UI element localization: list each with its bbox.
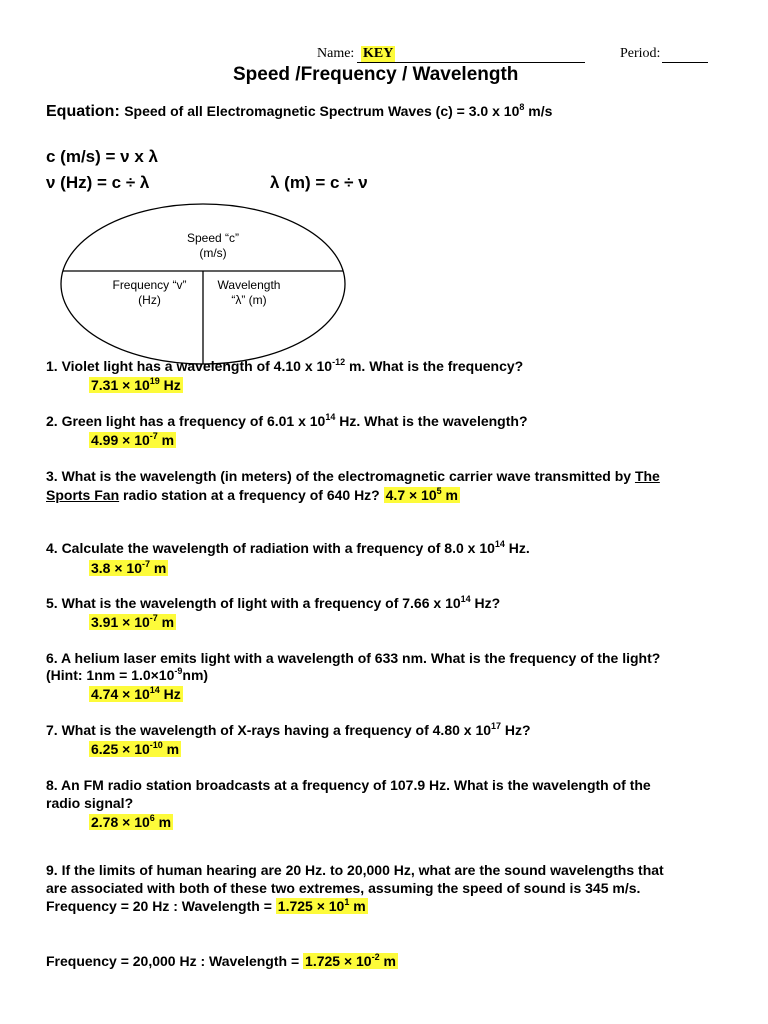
answer-4: $3.8 \times 10^{-7}$ m (91, 559, 167, 576)
question-7: 7. What is the wavelength of X-rays having a frequency of 4.80 x $10^{17}$ Hz? (46, 721, 531, 738)
formula-nu: ν (Hz) = c ÷ λ (46, 173, 150, 192)
diagram-speed-line2: (m/s) (199, 246, 227, 260)
diagram-speed-line1: Speed “c” (186, 231, 240, 245)
question-6-hint: (Hint: $1nm = 1.0\times 10^{-9}nm$) (46, 666, 209, 683)
page-title: Speed /Frequency / Wavelength (233, 64, 519, 85)
answer-2: $4.99 \times 10^{-7}$ m (91, 431, 175, 448)
question-4: 4. Calculate the wavelength of radiation with a frequency of 8.0 x $10^{14}$ Hz. (46, 539, 530, 556)
period-label: Period: (620, 46, 661, 61)
question-6-line1: 6. A helium laser emits light with a wavelength of 633 nm. What is the frequency of the light? (46, 650, 661, 666)
diagram-frequency-line1: Frequency “v” (112, 278, 187, 292)
diagram-wavelength-line1: Wavelength (217, 278, 281, 292)
question-8-line1: 8. An FM radio station broadcasts at a frequency of 107.9 Hz. What is the wavelength of the (46, 777, 651, 793)
equation-text: Speed of all Electromagnetic Spectrum Waves (c) = 3.0 x $10^8$ m/s (124, 102, 553, 119)
answer-5: $3.91 \times 10^{-7}$ m (91, 613, 175, 630)
answer-9b: $1.725 \times 10^{-2}$ m (305, 952, 396, 969)
answer-6: $4.74 \times 10^{14}$ Hz (91, 685, 181, 702)
question-3-line1: 3. What is the wavelength (in meters) of the electromagnetic carrier wave transmitted by The (46, 468, 660, 484)
answer-9a: $1.725 \times 10^1$ m (277, 897, 366, 914)
answer-7: $6.25 \times 10^{-10}$ m (91, 740, 180, 757)
question-1: 1. Violet light has a wavelength of 4.10 x $10^{-12}$ m. What is the frequency? (46, 357, 524, 374)
diagram-wavelength-line2: “λ” (m) (231, 293, 267, 307)
diagram-frequency-label (97, 278, 202, 308)
station-name-part2: Sports Fan (46, 487, 120, 503)
name-value: KEY (363, 46, 394, 61)
period-line (662, 62, 708, 63)
name-line (357, 62, 585, 63)
formula-c: c (m/s) = ν x λ (46, 147, 158, 166)
equation-line (46, 103, 552, 121)
question-9-line3: Frequency = 20 Hz : Wavelength = $1.725 \times 10^1$ m (46, 897, 366, 914)
equation-label: Equation: (46, 103, 120, 120)
question-9-line1: 9. If the limits of human hearing are 20 Hz. to 20,000 Hz, what are the sound wavelengths that (46, 862, 664, 878)
question-5: 5. What is the wavelength of light with a frequency of 7.66 x $10^{14}$ Hz? (46, 594, 501, 611)
station-name-part1: The (634, 468, 660, 484)
question-9-line4: Frequency = 20,000 Hz : Wavelength = $1.725 \times 10^{-2}$ m (46, 952, 396, 969)
answer-8: $2.78 \times 10^6$ m (91, 813, 172, 830)
formula-lambda: λ (m) = c ÷ ν (270, 173, 368, 192)
question-8-line2: radio signal? (46, 795, 134, 811)
answer-3: $4.7 \times 10^5$ m (385, 486, 458, 503)
name-label: Name: (317, 46, 355, 61)
question-2: 2. Green light has a frequency of 6.01 x $10^{14}$ Hz. What is the wavelength? (46, 412, 528, 429)
question-3-line2: Sports Fan radio station at a frequency of 640 Hz? $4.7 \times 10^5$ m (46, 486, 458, 503)
diagram-speed-label (163, 231, 263, 261)
question-9-line2: are associated with both of these two extremes, assuming the speed of sound is 345 m/s. (46, 880, 641, 896)
answer-1: $7.31 \times 10^{19}$ Hz (91, 376, 181, 393)
diagram-frequency-line2: (Hz) (138, 293, 161, 307)
diagram-wavelength-label (204, 278, 294, 308)
